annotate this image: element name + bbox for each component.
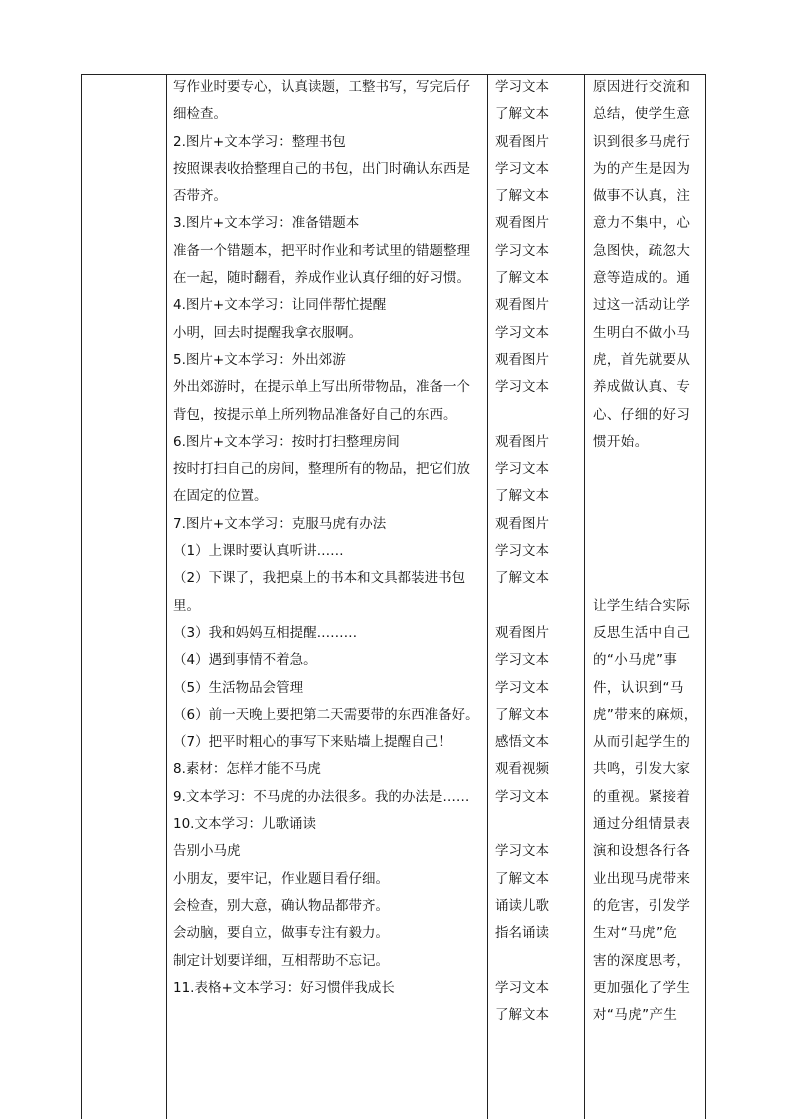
content-text-line: 9.文本学习：不马虎的办法很多。我的办法是…… xyxy=(173,788,470,805)
student-activity-column xyxy=(495,74,575,1029)
content-text-line: （1）上课时要认真听讲…… xyxy=(173,543,344,560)
intent-text-line: 共鸣，引发大家 xyxy=(593,761,691,778)
intent-text-line: 让学生结合实际 xyxy=(593,597,691,614)
content-text-line: 会动脑，要自立，做事专注有毅力。 xyxy=(173,925,389,942)
intent-text-line: 反思生活中自己 xyxy=(593,624,691,641)
intent-text-line: 识到很多马虎行 xyxy=(593,133,691,150)
content-text-line: 制定计划要详细，互相帮助不忘记。 xyxy=(173,952,389,969)
table-left-border xyxy=(81,74,82,1119)
activity-text-line: 学习文本 xyxy=(495,79,549,95)
intent-text-line: 过这一活动让学 xyxy=(593,297,691,314)
content-text-line: 否带齐。 xyxy=(173,188,227,205)
content-text-line: （6）前一天晚上要把第二天需要带的东西准备好。 xyxy=(173,706,479,723)
content-text-line: 外出郊游时，在提示单上写出所带物品，准备一个 xyxy=(173,379,470,396)
intent-text-line: 通过分组情景表 xyxy=(593,816,691,833)
activity-text-line: 观看图片 xyxy=(495,624,549,641)
activity-text-line xyxy=(495,402,575,429)
intent-text-line: 心、仔细的好习 xyxy=(593,406,691,423)
activity-text-line: 观看图片 xyxy=(495,515,549,532)
intent-text-line: 急图快，疏忽大 xyxy=(593,242,691,259)
activity-text-line: 学习文本 xyxy=(495,679,549,696)
intent-text-line: 演和设想各行各 xyxy=(593,843,691,860)
content-text-line: 小朋友，要牢记，作业题目看仔细。 xyxy=(173,870,389,887)
activity-text-line: 学习文本 xyxy=(495,979,549,996)
column-divider-1 xyxy=(166,74,167,1119)
intent-text-line: 虎”带来的麻烦， xyxy=(593,706,698,723)
activity-text-line: 了解文本 xyxy=(495,270,549,287)
content-text-line: （5）生活物品会管理 xyxy=(173,679,304,696)
activity-text-line: 观看图片 xyxy=(495,433,549,450)
content-text-line: 在固定的位置。 xyxy=(173,488,268,505)
content-text-line: 准备一个错题本，把平时作业和考试里的错题整理 xyxy=(173,242,470,259)
intent-text-line: 业出现马虎带来 xyxy=(593,870,691,887)
activity-text-line: 观看图片 xyxy=(495,133,549,150)
content-text-line: 按时打扫自己的房间，整理所有的物品，把它们放 xyxy=(173,461,470,478)
teaching-content-column xyxy=(173,74,485,1002)
content-text-line: 3.图片+文本学习：准备错题本 xyxy=(173,215,360,232)
activity-text-line xyxy=(495,948,575,975)
activity-text-line: 学习文本 xyxy=(495,652,549,669)
activity-text-line: 了解文本 xyxy=(495,706,549,723)
activity-text-line xyxy=(495,593,575,620)
table-right-border xyxy=(705,74,706,1119)
activity-text-line: 了解文本 xyxy=(495,870,549,887)
activity-text-line: 诵读儿歌 xyxy=(495,897,549,914)
content-text-line: 告别小马虎 xyxy=(173,843,241,860)
activity-text-line: 观看图片 xyxy=(495,351,549,368)
intent-text-line: 对“马虎”产生 xyxy=(593,1007,678,1024)
content-text-line: 5.图片+文本学习：外出郊游 xyxy=(173,351,346,368)
content-text-line: （7）把平时粗心的事写下来贴墙上提醒自己！ xyxy=(173,734,452,751)
intent-text-line: 总结，使学生意 xyxy=(593,106,691,123)
content-text-line: 背包，按提示单上所列物品准备好自己的东西。 xyxy=(173,406,457,423)
activity-text-line: 指名诵读 xyxy=(495,925,549,942)
activity-text-line: 感悟文本 xyxy=(495,734,549,751)
content-text-line: 4.图片+文本学习：让同伴帮忙提醒 xyxy=(173,297,387,314)
intent-text-line xyxy=(593,565,701,592)
activity-text-line: 了解文本 xyxy=(495,488,549,505)
activity-text-line: 学习文本 xyxy=(495,843,549,860)
activity-text-line: 学习文本 xyxy=(495,788,549,805)
design-intent-column xyxy=(593,74,701,1029)
activity-text-line: 学习文本 xyxy=(495,543,549,560)
intent-text-line: 的“小马虎”事 xyxy=(593,652,678,669)
intent-text-line: 更加强化了学生 xyxy=(593,979,691,996)
intent-text-line: 惯开始。 xyxy=(593,433,649,450)
content-text-line: 写作业时要专心，认真读题，工整书写，写完后仔 xyxy=(173,79,470,95)
intent-text-line xyxy=(593,538,701,565)
intent-text-line: 害的深度思考， xyxy=(593,952,691,969)
intent-text-line: 的危害，引发学 xyxy=(593,897,691,914)
column-divider-2 xyxy=(487,74,488,1119)
intent-text-line xyxy=(593,483,701,510)
intent-text-line: 的重视。紧接着 xyxy=(593,788,691,805)
intent-text-line: 意等造成的。通 xyxy=(593,270,691,287)
content-text-line: 6.图片+文本学习：按时打扫整理房间 xyxy=(173,433,400,450)
activity-text-line: 观看图片 xyxy=(495,297,549,314)
intent-text-line: 做事不认真，注 xyxy=(593,188,691,205)
activity-text-line: 学习文本 xyxy=(495,242,549,259)
activity-text-line xyxy=(495,811,575,838)
content-text-line: 按照课表收拾整理自己的书包，出门时确认东西是 xyxy=(173,160,470,177)
content-text-line: （4）遇到事情不着急。 xyxy=(173,652,317,669)
intent-text-line xyxy=(593,456,701,483)
activity-text-line: 了解文本 xyxy=(495,106,549,123)
intent-text-line: 生对“马虎”危 xyxy=(593,925,678,942)
activity-text-line: 了解文本 xyxy=(495,188,549,205)
content-text-line: 在一起，随时翻看，养成作业认真仔细的好习惯。 xyxy=(173,270,470,287)
intent-text-line: 虎，首先就要从 xyxy=(593,351,691,368)
intent-text-line: 生明白不做小马 xyxy=(593,324,691,341)
column-divider-3 xyxy=(584,74,585,1119)
activity-text-line: 学习文本 xyxy=(495,160,549,177)
activity-text-line: 观看视频 xyxy=(495,761,549,778)
content-text-line: 会检查，别大意，确认物品都带齐。 xyxy=(173,897,389,914)
intent-text-line: 原因进行交流和 xyxy=(593,79,691,95)
intent-text-line: 为的产生是因为 xyxy=(593,160,691,177)
content-text-line: 7.图片+文本学习：克服马虎有办法 xyxy=(173,515,387,532)
intent-text-line: 意力不集中，心 xyxy=(593,215,691,232)
intent-text-line: 件，认识到“马 xyxy=(593,679,684,696)
activity-text-line: 观看图片 xyxy=(495,215,549,232)
content-text-line: （3）我和妈妈互相提醒……… xyxy=(173,624,358,641)
content-text-line: 里。 xyxy=(173,597,200,614)
content-text-line: 10.文本学习：儿歌诵读 xyxy=(173,816,316,833)
activity-text-line: 了解文本 xyxy=(495,1007,549,1024)
intent-text-line: 从而引起学生的 xyxy=(593,734,691,751)
content-text-line: 8.素材：怎样才能不马虎 xyxy=(173,761,321,778)
content-text-line: 11.表格+文本学习：好习惯伴我成长 xyxy=(173,979,395,996)
activity-text-line: 学习文本 xyxy=(495,461,549,478)
activity-text-line: 了解文本 xyxy=(495,570,549,587)
intent-text-line: 养成做认真、专 xyxy=(593,379,691,396)
activity-text-line: 学习文本 xyxy=(495,379,549,396)
intent-text-line xyxy=(593,511,701,538)
content-text-line: （2）下课了，我把桌上的书本和文具都装进书包 xyxy=(173,570,466,587)
activity-text-line: 学习文本 xyxy=(495,324,549,341)
content-text-line: 2.图片+文本学习：整理书包 xyxy=(173,133,346,150)
content-text-line: 细检查。 xyxy=(173,106,227,123)
content-text-line: 小明，回去时提醒我拿衣服啊。 xyxy=(173,324,362,341)
